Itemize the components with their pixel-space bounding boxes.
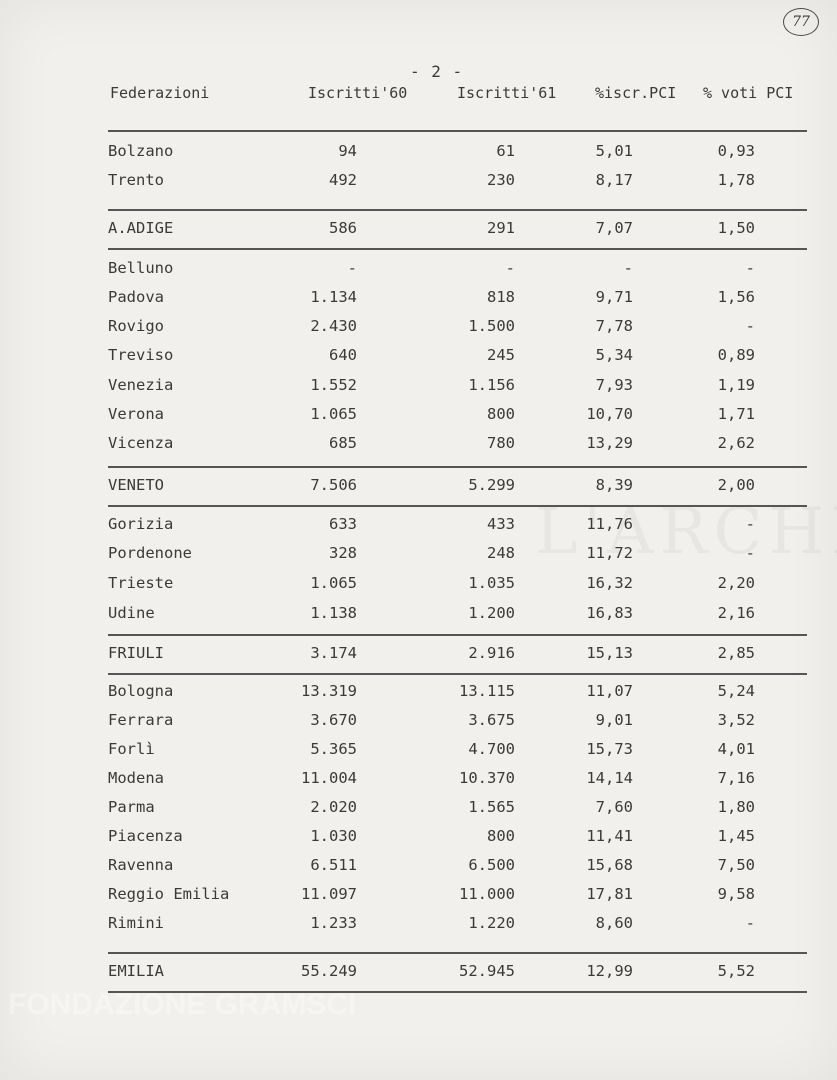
table-row-total: [0, 962, 837, 986]
pct-iscr-value: 17,81: [586, 885, 633, 903]
iscritti-61-value: 1.200: [468, 604, 515, 622]
iscritti-61-value: 5.299: [468, 476, 515, 494]
pct-iscr-value: 11,41: [586, 827, 633, 845]
iscritti-60-value: 1.134: [310, 288, 357, 306]
pct-iscr-value: 7,07: [595, 219, 633, 237]
table-row: [0, 515, 837, 539]
iscritti-61-value: 800: [487, 827, 515, 845]
pct-voti-value: -: [745, 317, 755, 335]
federation-name: Vicenza: [108, 434, 174, 452]
pct-iscr-value: 9,71: [595, 288, 633, 306]
iscritti-60-value: -: [347, 259, 357, 277]
section-rule: [108, 673, 807, 675]
header-pct-iscr-pci: %iscr.PCI: [595, 84, 677, 102]
table-row: [0, 604, 837, 628]
pct-voti-value: 2,62: [717, 434, 755, 452]
pct-voti-value: -: [745, 914, 755, 932]
pct-voti-value: -: [745, 259, 755, 277]
section-rule: [108, 505, 807, 507]
pct-voti-value: 9,58: [717, 885, 755, 903]
iscritti-61-value: 800: [487, 405, 515, 423]
section-rule: [108, 991, 807, 993]
federation-name: Pordenone: [108, 544, 192, 562]
pct-voti-value: 2,16: [717, 604, 755, 622]
pct-voti-value: 7,50: [717, 856, 755, 874]
foundation-logo-watermark: FONDAZIONE GRAMSCI: [8, 988, 357, 1021]
pct-iscr-value: 5,01: [595, 142, 633, 160]
iscritti-60-value: 640: [329, 346, 357, 364]
pct-voti-value: 4,01: [717, 740, 755, 758]
iscritti-61-value: 248: [487, 544, 515, 562]
pct-iscr-value: 8,60: [595, 914, 633, 932]
pct-iscr-value: 9,01: [595, 711, 633, 729]
federation-name: Reggio Emilia: [108, 885, 230, 903]
table-row: [0, 914, 837, 938]
pct-voti-value: 1,71: [717, 405, 755, 423]
iscritti-60-value: 2.020: [310, 798, 357, 816]
federation-name: Belluno: [108, 259, 174, 277]
table-row: [0, 259, 837, 283]
pct-voti-value: 1,56: [717, 288, 755, 306]
table-row: [0, 171, 837, 195]
pct-voti-value: 2,20: [717, 574, 755, 592]
iscritti-61-value: 10.370: [459, 769, 515, 787]
iscritti-60-value: 328: [329, 544, 357, 562]
federation-name: Rovigo: [108, 317, 164, 335]
pct-voti-value: 2,85: [717, 644, 755, 662]
iscritti-60-value: 5.365: [310, 740, 357, 758]
pct-iscr-value: 13,29: [586, 434, 633, 452]
iscritti-61-value: 2.916: [468, 644, 515, 662]
pct-iscr-value: 7,93: [595, 376, 633, 394]
federation-name: Verona: [108, 405, 164, 423]
pct-iscr-value: -: [623, 259, 633, 277]
iscritti-61-value: 230: [487, 171, 515, 189]
pct-iscr-value: 14,14: [586, 769, 633, 787]
iscritti-61-value: 818: [487, 288, 515, 306]
pct-iscr-value: 11,72: [586, 544, 633, 562]
federation-name: EMILIA: [108, 962, 164, 980]
federation-name: Parma: [108, 798, 155, 816]
pct-voti-value: 0,89: [717, 346, 755, 364]
iscritti-60-value: 11.004: [301, 769, 357, 787]
federation-name: Udine: [108, 604, 155, 622]
pct-voti-value: 7,16: [717, 769, 755, 787]
iscritti-60-value: 55.249: [301, 962, 357, 980]
table-row: [0, 574, 837, 598]
federation-name: Bolzano: [108, 142, 174, 160]
pct-iscr-value: 10,70: [586, 405, 633, 423]
iscritti-60-value: 1.030: [310, 827, 357, 845]
iscritti-61-value: 3.675: [468, 711, 515, 729]
iscritti-61-value: 11.000: [459, 885, 515, 903]
table-row: [0, 434, 837, 458]
iscritti-61-value: 6.500: [468, 856, 515, 874]
pct-iscr-value: 11,07: [586, 682, 633, 700]
table-row: [0, 376, 837, 400]
table-row: [0, 346, 837, 370]
federation-name: A.ADIGE: [108, 219, 174, 237]
federation-name: Ravenna: [108, 856, 174, 874]
pct-iscr-value: 8,17: [595, 171, 633, 189]
pct-voti-value: 1,78: [717, 171, 755, 189]
table-row: [0, 682, 837, 706]
iscritti-61-value: 1.500: [468, 317, 515, 335]
pct-iscr-value: 16,83: [586, 604, 633, 622]
pct-iscr-value: 8,39: [595, 476, 633, 494]
pct-iscr-value: 15,73: [586, 740, 633, 758]
header-rule: [108, 130, 807, 132]
iscritti-61-value: 245: [487, 346, 515, 364]
iscritti-60-value: 13.319: [301, 682, 357, 700]
iscritti-60-value: 94: [338, 142, 357, 160]
iscritti-60-value: 2.430: [310, 317, 357, 335]
iscritti-60-value: 633: [329, 515, 357, 533]
pct-voti-value: 5,24: [717, 682, 755, 700]
iscritti-60-value: 492: [329, 171, 357, 189]
iscritti-61-value: -: [505, 259, 515, 277]
federation-name: Rimini: [108, 914, 164, 932]
pct-voti-value: 1,50: [717, 219, 755, 237]
iscritti-60-value: 1.065: [310, 574, 357, 592]
iscritti-60-value: 1.552: [310, 376, 357, 394]
page-number: - 2 -: [410, 62, 464, 81]
table-row: [0, 885, 837, 909]
iscritti-60-value: 586: [329, 219, 357, 237]
archive-page-stamp: 77: [783, 8, 819, 36]
header-pct-voti-pci: % voti PCI: [703, 84, 794, 102]
iscritti-60-value: 6.511: [310, 856, 357, 874]
table-row: [0, 740, 837, 764]
iscritti-61-value: 1.156: [468, 376, 515, 394]
section-rule: [108, 248, 807, 250]
iscritti-60-value: 7.506: [310, 476, 357, 494]
pct-iscr-value: 7,78: [595, 317, 633, 335]
section-rule: [108, 952, 807, 954]
pct-iscr-value: 11,76: [586, 515, 633, 533]
header-iscritti-61: Iscritti'61: [457, 84, 557, 102]
table-row-total: [0, 219, 837, 243]
federation-name: Piacenza: [108, 827, 183, 845]
header-federazioni: Federazioni: [110, 84, 210, 102]
pct-voti-value: 0,93: [717, 142, 755, 160]
iscritti-60-value: 1.233: [310, 914, 357, 932]
federation-name: Treviso: [108, 346, 174, 364]
federation-name: Trento: [108, 171, 164, 189]
table-row: [0, 544, 837, 568]
pct-iscr-value: 15,68: [586, 856, 633, 874]
federation-name: Ferrara: [108, 711, 174, 729]
iscritti-61-value: 433: [487, 515, 515, 533]
table-row: [0, 142, 837, 166]
federation-name: Bologna: [108, 682, 174, 700]
federation-name: Forlì: [108, 740, 155, 758]
iscritti-61-value: 61: [496, 142, 515, 160]
federation-name: Modena: [108, 769, 164, 787]
pct-iscr-value: 7,60: [595, 798, 633, 816]
table-row-total: [0, 476, 837, 500]
table-row: [0, 769, 837, 793]
federation-name: VENETO: [108, 476, 164, 494]
pct-voti-value: 3,52: [717, 711, 755, 729]
pct-voti-value: -: [745, 544, 755, 562]
table-row: [0, 288, 837, 312]
iscritti-60-value: 3.670: [310, 711, 357, 729]
iscritti-61-value: 1.220: [468, 914, 515, 932]
pct-iscr-value: 12,99: [586, 962, 633, 980]
pct-voti-value: 1,80: [717, 798, 755, 816]
iscritti-61-value: 13.115: [459, 682, 515, 700]
iscritti-60-value: 11.097: [301, 885, 357, 903]
iscritti-61-value: 52.945: [459, 962, 515, 980]
section-rule: [108, 466, 807, 468]
iscritti-61-value: 1.035: [468, 574, 515, 592]
iscritti-60-value: 1.138: [310, 604, 357, 622]
iscritti-60-value: 685: [329, 434, 357, 452]
table-row-total: [0, 644, 837, 668]
section-rule: [108, 634, 807, 636]
iscritti-61-value: 291: [487, 219, 515, 237]
table-row: [0, 317, 837, 341]
federation-name: FRIULI: [108, 644, 164, 662]
federation-name: Venezia: [108, 376, 174, 394]
iscritti-60-value: 1.065: [310, 405, 357, 423]
pct-voti-value: 2,00: [717, 476, 755, 494]
iscritti-60-value: 3.174: [310, 644, 357, 662]
table-row: [0, 405, 837, 429]
iscritti-61-value: 1.565: [468, 798, 515, 816]
pct-iscr-value: 16,32: [586, 574, 633, 592]
pct-iscr-value: 15,13: [586, 644, 633, 662]
section-rule: [108, 209, 807, 211]
iscritti-61-value: 780: [487, 434, 515, 452]
federation-name: Trieste: [108, 574, 174, 592]
table-row: [0, 798, 837, 822]
pct-iscr-value: 5,34: [595, 346, 633, 364]
table-row: [0, 711, 837, 735]
federation-name: Padova: [108, 288, 164, 306]
header-iscritti-60: Iscritti'60: [308, 84, 408, 102]
pct-voti-value: -: [745, 515, 755, 533]
table-row: [0, 856, 837, 880]
pct-voti-value: 1,19: [717, 376, 755, 394]
pct-voti-value: 5,52: [717, 962, 755, 980]
pct-voti-value: 1,45: [717, 827, 755, 845]
iscritti-61-value: 4.700: [468, 740, 515, 758]
table-row: [0, 827, 837, 851]
federation-name: Gorizia: [108, 515, 174, 533]
